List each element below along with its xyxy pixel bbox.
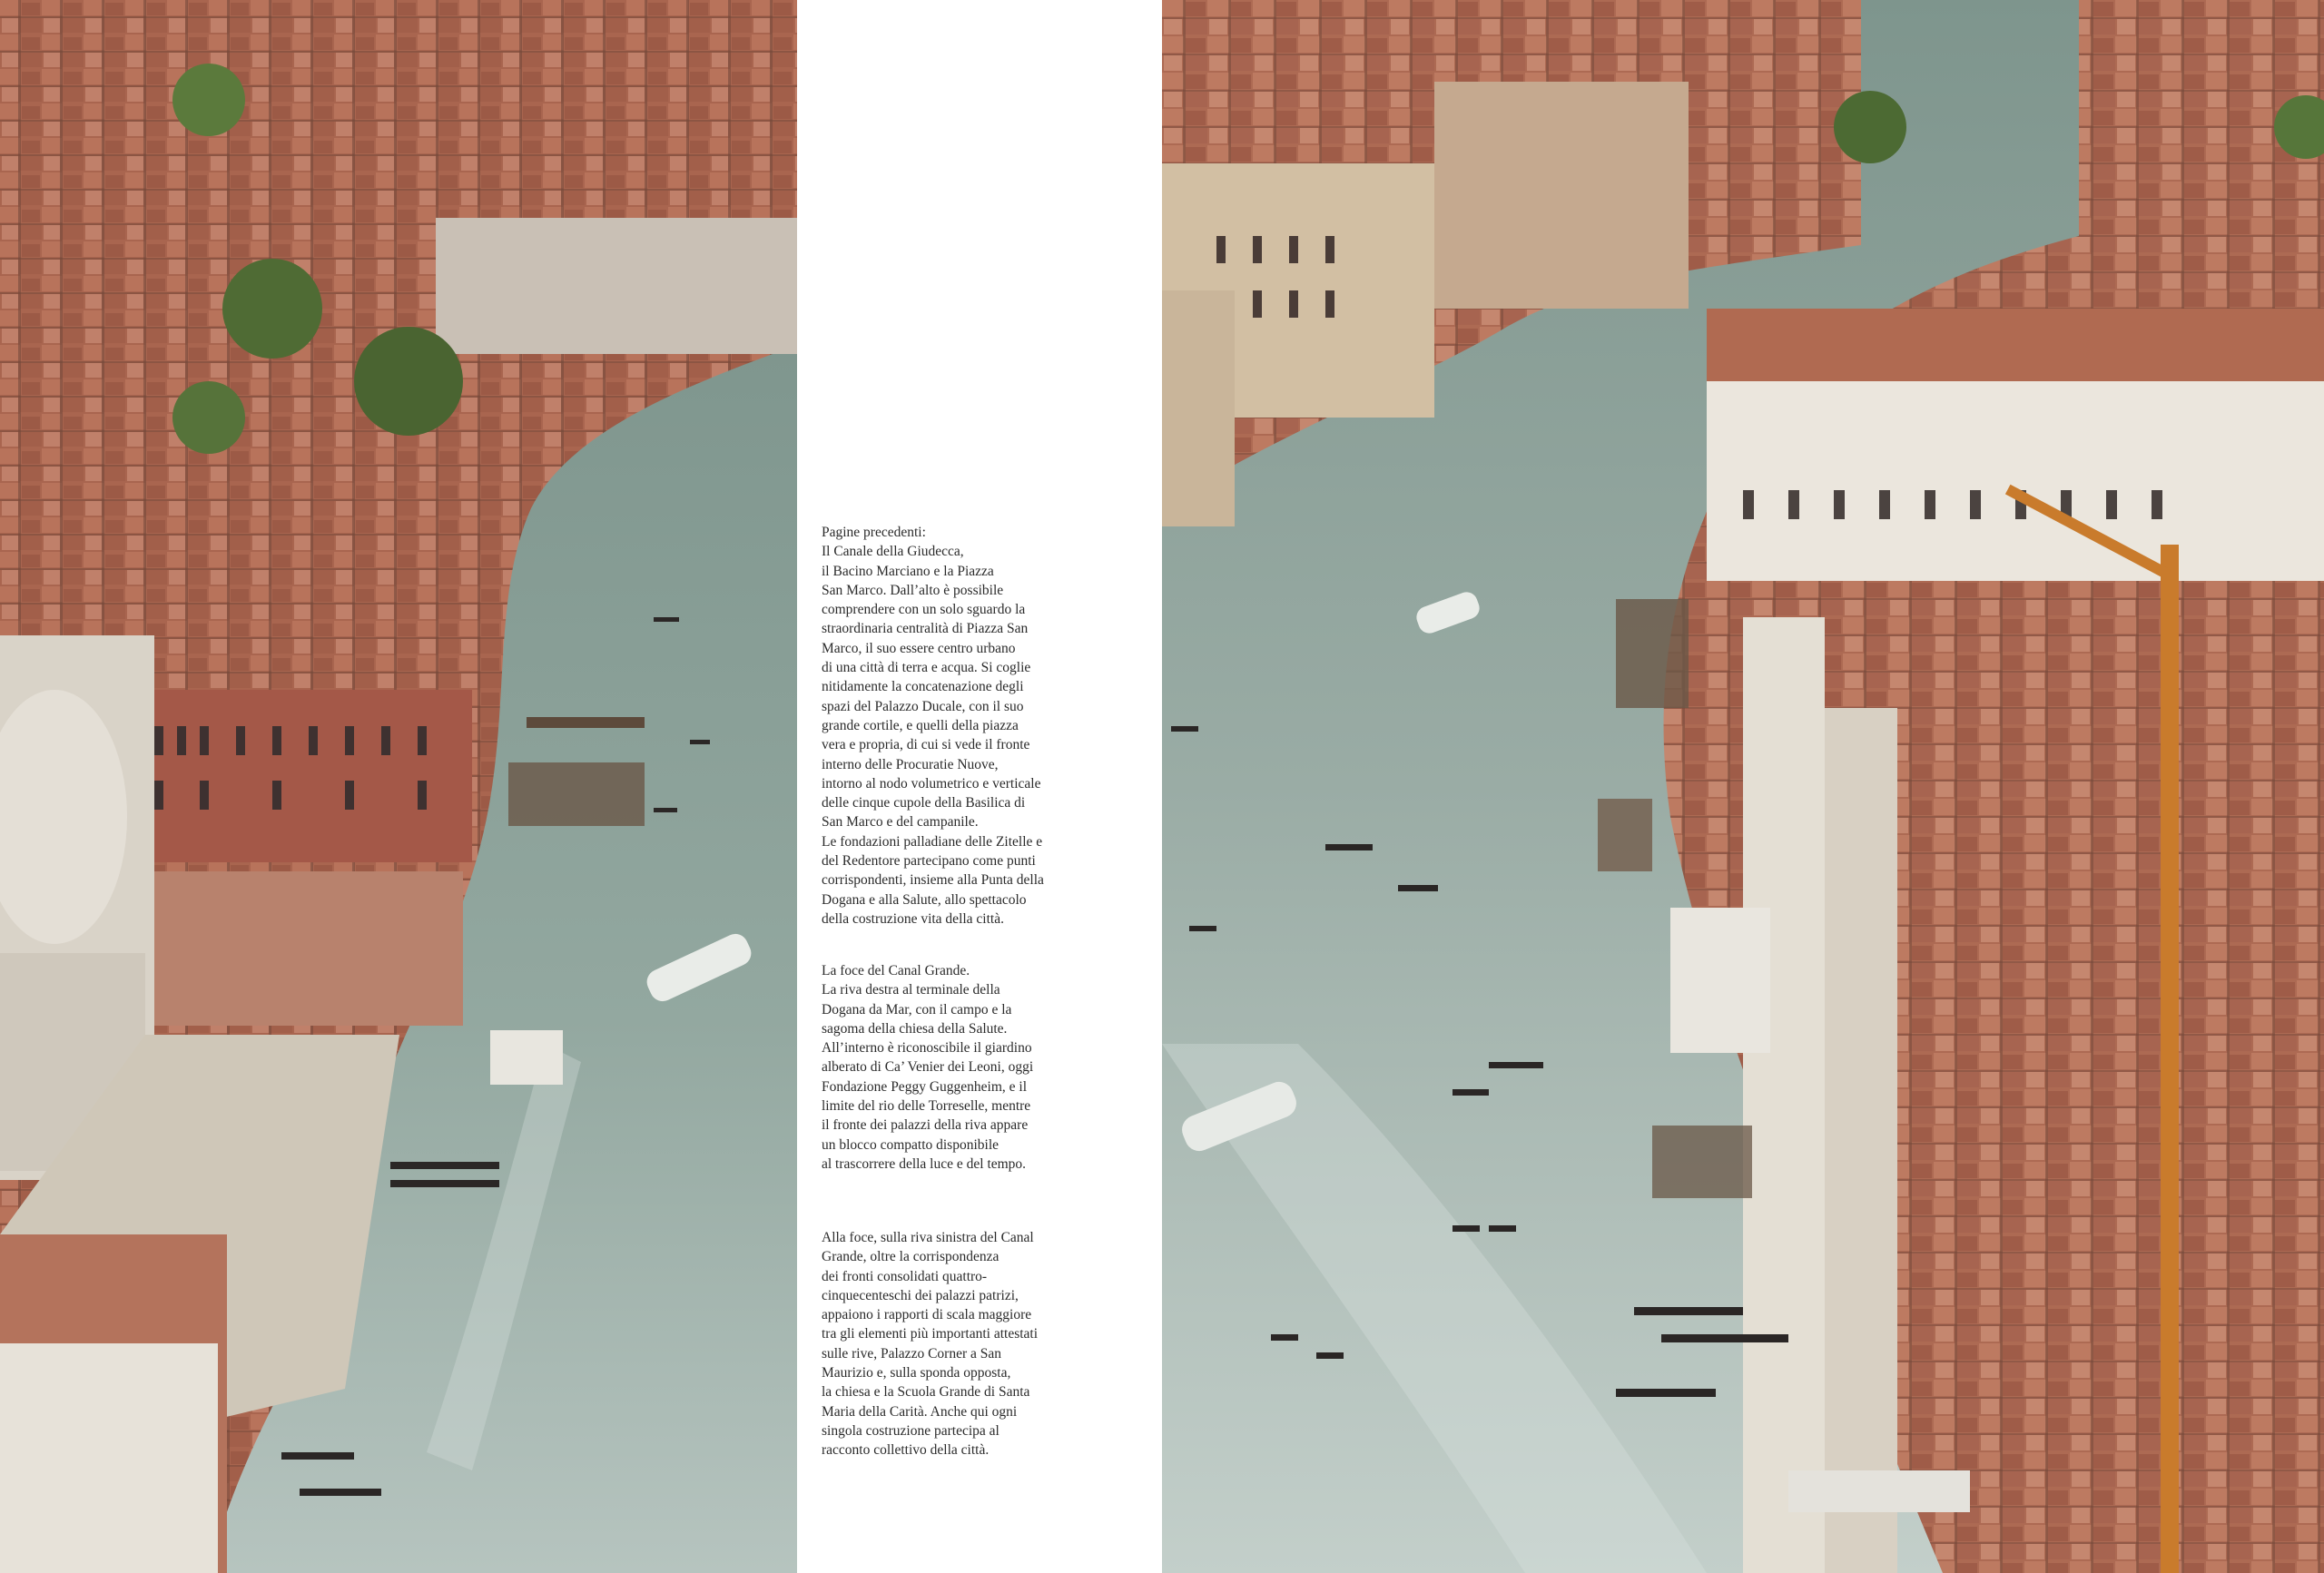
caption-riva-sinistra	[822, 1228, 1085, 1460]
aerial-photo-left	[0, 0, 797, 1573]
caption-text: La foce del Canal Grande. La riva destra al terminale della Dogana da Mar, con il campo e la sagoma della chiesa della Salute. All’interno è riconoscibile il giardino alberato di Ca’ Venier dei Leoni, oggi Fondazione Peggy Guggenheim, e il limite del rio delle Torreselle, mentre il fronte dei palazzi della riva appare un blocco compatto disponibile al trascorrere della luce e del tempo.	[822, 963, 1034, 1172]
aerial-photo-right-illustration	[1162, 0, 2324, 1573]
caption-canal-grande-foce	[822, 961, 1085, 1174]
caption-text: Pagine precedenti: Il Canale della Giudecca, il Bacino Marciano e la Piazza San Marco. Dall’alto è possibile comprendere con un solo sguardo la straordinaria centralità di Piazza San Marco, il suo essere centro urbano di una città di terra e acqua. Si coglie nitidamente la concatenazione degli spazi del Palazzo Ducale, con il suo grande cortile, e quelli della piazza vera e propria, di cui si vede il fronte interno delle Procuratie Nuove, intorno al nodo volumetrico e verticale delle cinque cupole della Basilica di San Marco e del campanile. Le fondazioni palladiane delle Zitelle e del Redentore partecipano come punti corrispondenti, insieme alla Punta della Dogana e alla Salute, allo spettacolo della costruzione vita della città.	[822, 525, 1044, 927]
caption-text: Alla foce, sulla riva sinistra del Canal Grande, oltre la corrispondenza dei fronti consolidati quattro- cinquecenteschi dei palazzi patrizi, appaiono i rapporti di scala maggiore tra gli elementi più importanti attestati sulle rive, Palazzo Corner a San Maurizio e, sulla sponda opposta, la chiesa e la Scuola Grande di Santa Maria della Carità. Anche qui ogni singola costruzione partecipa al racconto collettivo della città.	[822, 1230, 1039, 1459]
aerial-photo-right	[1162, 0, 2324, 1573]
caption-previous-pages	[822, 523, 1085, 929]
aerial-photo-left-illustration	[0, 0, 797, 1573]
